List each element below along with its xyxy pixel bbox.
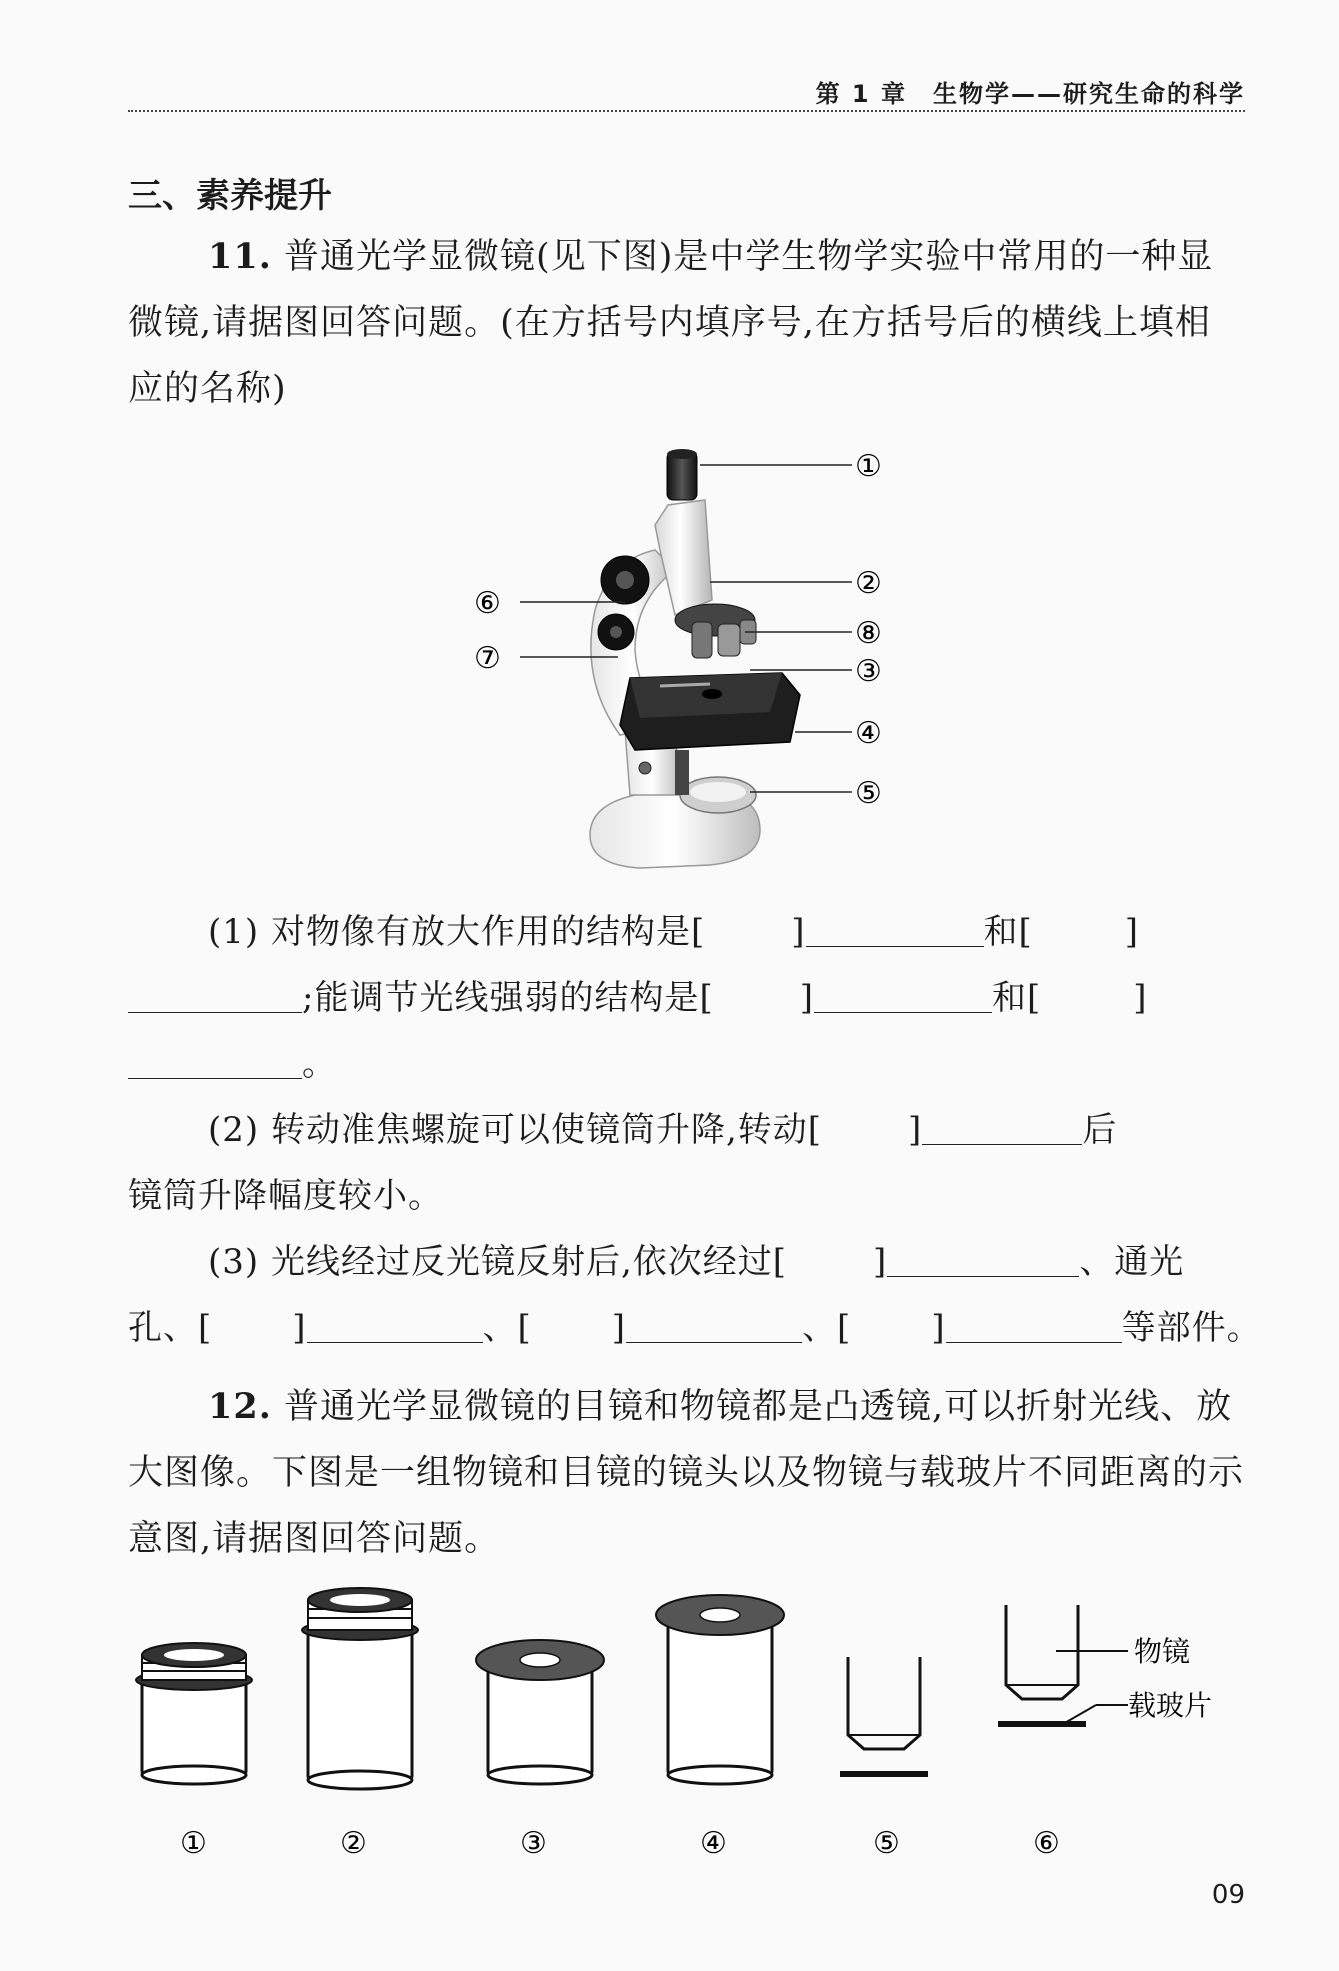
name-blank-7[interactable] — [307, 1313, 483, 1343]
name-blank-9[interactable] — [946, 1313, 1122, 1343]
bracket-blank-9[interactable] — [851, 1313, 931, 1343]
lens-figure — [128, 1575, 1245, 1865]
lens-label-6: ⑥ — [1033, 1826, 1060, 1861]
bracket-blank-4[interactable] — [1041, 983, 1133, 1013]
name-blank-2[interactable] — [128, 983, 302, 1013]
label-5: ⑤ — [855, 776, 882, 811]
label-8: ⑧ — [855, 616, 882, 651]
lens-label-4: ④ — [700, 1826, 727, 1861]
bracket-blank-2[interactable] — [1033, 917, 1125, 947]
q11-sub1-line3: 。 — [128, 1044, 337, 1084]
question-12-intro — [128, 1374, 1245, 1572]
lens-6-distance — [998, 1605, 1212, 1727]
section-heading: 三、素养提升 — [128, 176, 332, 216]
q11-sub2-line1: (2) 转动准焦螺旋可以使镜筒升降,转动[ ] 后 — [208, 1110, 1118, 1150]
name-blank-5[interactable] — [922, 1115, 1082, 1145]
bracket-blank-3[interactable] — [714, 983, 800, 1013]
question-12-text: 普通光学显微镜的目镜和物镜都是凸透镜,可以折射光线、放大图像。下图是一组物镜和目镜的镜头以及物镜与载玻片不同距离的示意图,请据图回答问题。 — [128, 1387, 1245, 1559]
q11-sub1-line2: ;能调节光线强弱的结构是[ ] 和[ ] — [128, 978, 1148, 1018]
q11-sub2-line2: 镜筒升降幅度较小。 — [128, 1176, 443, 1216]
label-3: ③ — [855, 654, 882, 689]
label-4: ④ — [855, 716, 882, 751]
bracket-blank-6[interactable] — [787, 1247, 873, 1277]
stage-aperture — [702, 689, 722, 699]
name-blank-3[interactable] — [814, 983, 992, 1013]
name-blank-1[interactable] — [806, 917, 984, 947]
label-1: ① — [855, 449, 882, 484]
slide-label: 载玻片 — [1128, 1689, 1213, 1722]
lens-2-objective — [302, 1588, 418, 1789]
chapter-header: 第 1 章 生物学——研究生命的科学 — [815, 80, 1245, 108]
bracket-blank-1[interactable] — [705, 917, 791, 947]
question-11-number: 11. — [208, 236, 272, 277]
q11-sub1-line1: (1) 对物像有放大作用的结构是[ ] 和[ ] — [208, 912, 1140, 952]
question-11-intro — [128, 224, 1245, 422]
name-blank-6[interactable] — [887, 1247, 1079, 1277]
objective-lens-b — [718, 624, 740, 656]
microscope-figure — [460, 450, 900, 880]
name-blank-8[interactable] — [626, 1313, 802, 1343]
bracket-blank-7[interactable] — [212, 1313, 292, 1343]
objective-lens-a — [692, 622, 712, 658]
lens-label-1: ① — [180, 1826, 207, 1861]
question-12-number: 12. — [208, 1386, 272, 1427]
question-11-text: 普通光学显微镜(见下图)是中学生物学实验中常用的一种显微镜,请据图回答问题。(在方括号内填序号,在方括号后的横线上填相应的名称) — [128, 237, 1214, 409]
lens-4-eyepiece — [656, 1595, 784, 1784]
lens-label-3: ③ — [520, 1826, 547, 1861]
eyepiece — [667, 452, 697, 500]
objective-label: 物镜 — [1134, 1635, 1191, 1668]
lens-label-5: ⑤ — [873, 1826, 900, 1861]
page-number: 09 — [1211, 1880, 1245, 1910]
lens-label-2: ② — [340, 1826, 367, 1861]
label-7: ⑦ — [474, 641, 501, 676]
body-tube — [655, 500, 712, 615]
lens-5-distance — [840, 1657, 928, 1777]
lens-1-objective — [136, 1643, 252, 1784]
header-divider — [128, 110, 1245, 112]
name-blank-4[interactable] — [128, 1049, 302, 1079]
label-6: ⑥ — [474, 586, 501, 621]
q11-sub3-line1: (3) 光线经过反光镜反射后,依次经过[ ] 、通光 — [208, 1242, 1185, 1282]
lens-3-eyepiece — [476, 1640, 604, 1784]
bracket-blank-8[interactable] — [532, 1313, 612, 1343]
q11-sub3-line2: 孔、[ ] 、[ ] 、[ ] 等部件。 — [128, 1308, 1262, 1348]
label-2: ② — [855, 566, 882, 601]
bracket-blank-5[interactable] — [822, 1115, 908, 1145]
